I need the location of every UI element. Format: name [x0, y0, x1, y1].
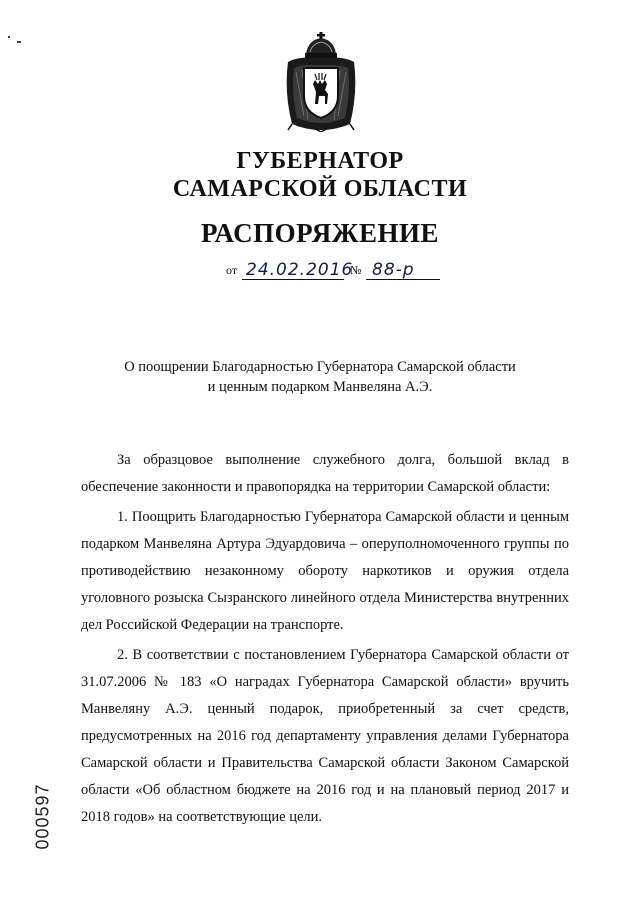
- scan-speck: [8, 36, 10, 38]
- handwritten-date: 24.02.2016: [246, 260, 354, 280]
- subject-line-2: и ценным подарком Манвеляна А.Э.: [207, 379, 433, 395]
- date-prefix-label: от: [226, 263, 238, 277]
- body-item-1-paragraph: 1. Поощрить Благодарностью Губернатора Самарской области и ценным подарком Манвеляна Артура Эдуардовича – оперуполномоченного группы по противодействию незаконному обороту наркотиков и оружия отдела уголовного розыска Сызранского линейного отдела Министерства внутренних дел Российской Федерации на транспорте.: [81, 509, 569, 633]
- side-number-text: 000597: [32, 783, 53, 850]
- document-type-title: РАСПОРЯЖЕНИЕ: [200, 218, 440, 248]
- scan-speck: [17, 41, 21, 43]
- archive-side-number: [18, 766, 68, 876]
- number-prefix-label: №: [350, 263, 362, 277]
- document-subject: [0, 357, 640, 397]
- body-intro-paragraph: За образцовое выполнение служебного долга, большой вклад в обеспечение законности и правопорядка на территории Самарской области:: [81, 452, 569, 495]
- subject-line-1: О поощрении Благодарностью Губернатора Самарской области: [124, 359, 516, 375]
- registration-line: [226, 256, 446, 282]
- coat-of-arms-emblem: [284, 32, 358, 132]
- document-body: [81, 447, 569, 834]
- handwritten-number: 88-р: [372, 260, 415, 280]
- issuer-title-line-2: САМАРСКОЙ ОБЛАСТИ: [172, 176, 468, 202]
- issuer-title-line-1: ГУБЕРНАТОР: [236, 148, 404, 174]
- body-item-2-paragraph: 2. В соответствии с постановлением Губернатора Самарской области от 31.07.2006 № 183 «О наградах Губернатора Самарской области» вручить Манвеляну А.Э. ценный подарок, приобретенный за счет средств, предусмотренных на 2016 год департаменту управления делами Губернатора Самарской области и Правительства Самарской области Законом Самарской области «Об областном бюджете на 2016 год и на плановый период 2017 и 2018 годов» на соответствующие цели.: [81, 647, 569, 825]
